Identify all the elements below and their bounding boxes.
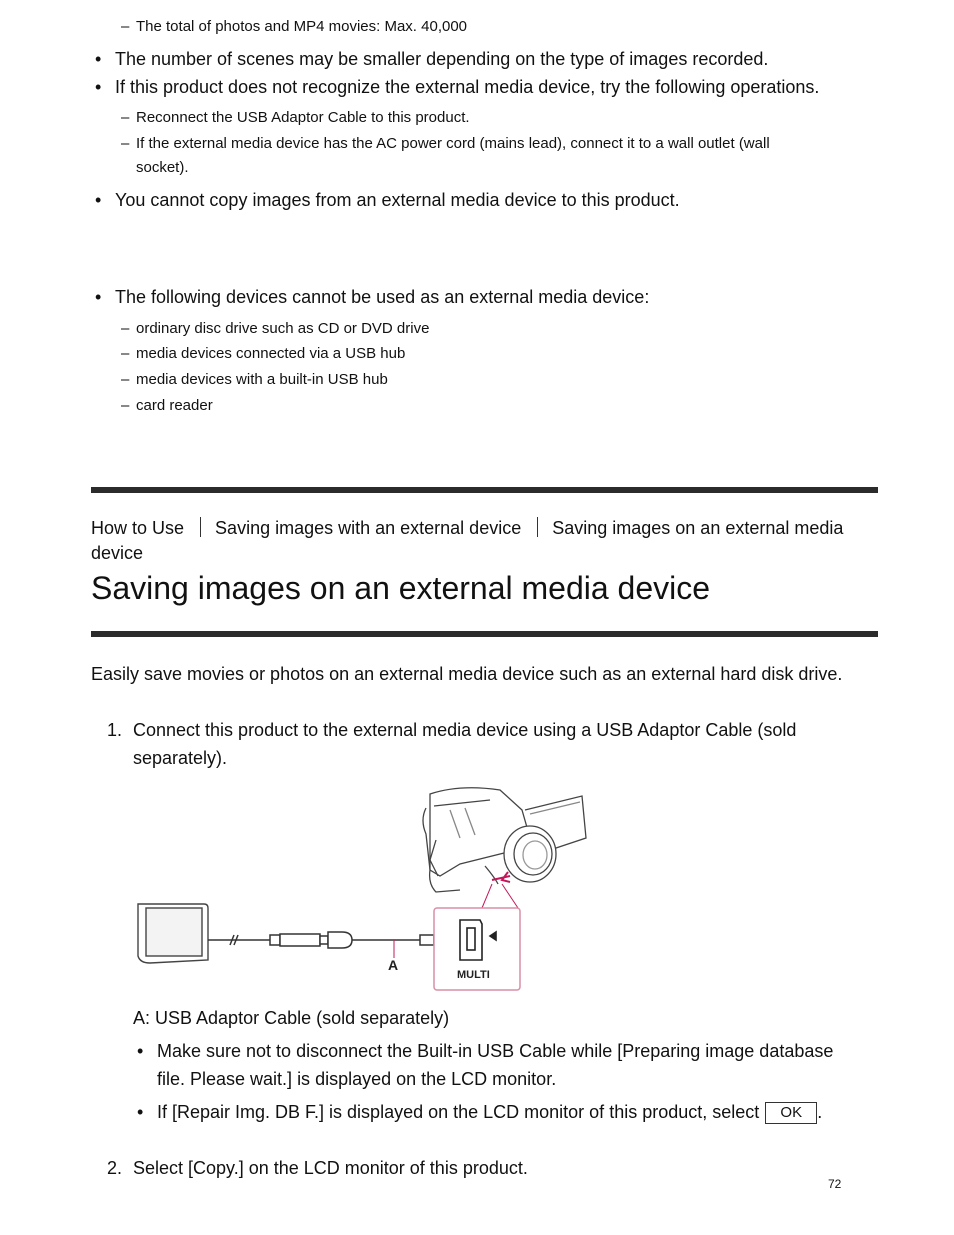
connection-illustration xyxy=(130,780,600,1000)
device-item-text: media devices with a built-in USB hub xyxy=(136,371,388,388)
step-number: 1. xyxy=(107,720,123,740)
step-text: Connect this product to the external media device using a USB Adaptor Cable (sold xyxy=(133,720,797,740)
bullet-text: You cannot copy images from an external media device to this product. xyxy=(115,190,680,210)
figure-label-a: A xyxy=(388,957,399,973)
breadcrumb-saving-external-media[interactable]: Saving images on an external media xyxy=(552,518,844,538)
step-1 xyxy=(107,716,907,772)
callout-line xyxy=(502,884,518,908)
dash-marker: – xyxy=(121,371,130,388)
sub-item-total xyxy=(121,15,921,39)
dash-marker: – xyxy=(121,397,130,414)
breadcrumb-separator xyxy=(537,517,538,537)
step-number: 2. xyxy=(107,1158,123,1178)
device-item xyxy=(121,394,213,418)
sub-item-text: Reconnect the USB Adaptor Cable to this product. xyxy=(136,109,470,126)
bullet-marker: • xyxy=(95,190,102,210)
bullet-not-recognize xyxy=(95,73,935,101)
device-item-text: card reader xyxy=(136,397,213,414)
page-title: Saving images on an external media device xyxy=(91,570,711,606)
note-text: If [Repair Img. DB F.] is displayed on the LCD monitor of this product, select xyxy=(157,1102,760,1122)
step-text-cont: separately). xyxy=(133,748,228,768)
device-item-text: media devices connected via a USB hub xyxy=(136,345,406,362)
bullet-text: The following devices cannot be used as an external media device: xyxy=(115,287,650,307)
device-item xyxy=(121,342,405,366)
external-media-device-illustration xyxy=(138,904,208,963)
camcorder-illustration xyxy=(423,788,586,892)
sub-item-reconnect xyxy=(121,106,921,130)
dash-marker: – xyxy=(121,109,130,126)
sub-item-text: The total of photos and MP4 movies: Max. 40,000 xyxy=(136,18,468,35)
bullet-marker: • xyxy=(137,1102,144,1122)
note-do-not-disconnect xyxy=(137,1037,897,1093)
breadcrumb-separator xyxy=(200,517,201,537)
dash-marker: – xyxy=(121,345,130,362)
section-divider-title xyxy=(91,631,878,637)
step-2 xyxy=(107,1154,907,1182)
bullet-text: If this product does not recognize the external media device, try the following operations. xyxy=(115,77,820,97)
dash-marker: – xyxy=(121,18,130,35)
note-text-end: . xyxy=(817,1102,823,1122)
device-item xyxy=(121,368,388,392)
device-item xyxy=(121,317,429,341)
note-text-cont: file. Please wait.] is displayed on the LCD monitor. xyxy=(157,1069,557,1089)
bullet-marker: • xyxy=(95,287,102,307)
section-divider-top xyxy=(91,487,878,493)
note-text: Make sure not to disconnect the Built-in USB Cable while [Preparing image database xyxy=(157,1041,834,1061)
sub-item-text-cont: socket). xyxy=(136,159,189,176)
step-text: Select [Copy.] on the LCD monitor of this product. xyxy=(133,1158,528,1178)
note-repair-db xyxy=(137,1098,907,1126)
bullet-following xyxy=(95,283,915,311)
breadcrumb-saving-external-device[interactable]: Saving images with an external device xyxy=(215,518,522,538)
bullet-cannot-copy xyxy=(95,186,915,214)
device-item-text: ordinary disc drive such as CD or DVD drive xyxy=(136,320,430,337)
breadcrumb-how-to-use[interactable]: How to Use xyxy=(91,518,185,538)
sub-item-ac-power xyxy=(121,132,921,180)
figure-label-multi: MULTI xyxy=(457,969,490,981)
breadcrumb-saving-external-media-cont[interactable]: device xyxy=(91,543,144,563)
dash-marker: – xyxy=(121,135,130,152)
intro-text: Easily save movies or photos on an external media device such as an external hard disk drive. xyxy=(91,664,843,684)
bullet-marker: • xyxy=(137,1041,144,1061)
bullet-text: The number of scenes may be smaller depending on the type of images recorded. xyxy=(115,49,769,69)
usb-adaptor-cable-illustration xyxy=(208,932,446,948)
breadcrumb xyxy=(91,516,891,566)
figure-caption: A: USB Adaptor Cable (sold separately) xyxy=(133,1008,450,1028)
dash-marker: – xyxy=(121,320,130,337)
ok-button[interactable]: OK xyxy=(765,1102,817,1124)
callout-line xyxy=(482,884,492,908)
sub-item-text: If the external media device has the AC power cord (mains lead), connect it to a wall outlet (wall xyxy=(136,135,770,152)
bullet-scenes xyxy=(95,45,915,73)
bullet-marker: • xyxy=(95,49,102,69)
bullet-marker: • xyxy=(95,77,102,97)
page-number: 72 xyxy=(828,1177,842,1191)
